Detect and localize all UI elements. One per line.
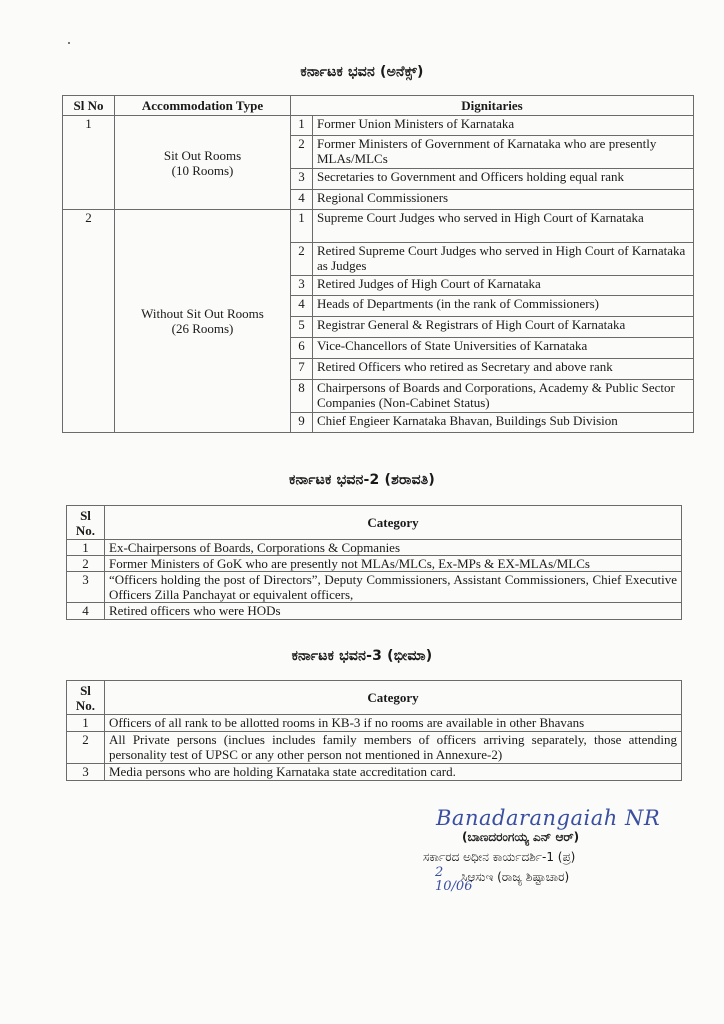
item-text: Registrar General & Registrars of High Court of Karnataka xyxy=(313,317,694,338)
row-number: 1 xyxy=(67,540,105,556)
item-text: Supreme Court Judges who served in High Court of Karnataka xyxy=(313,210,694,243)
item-text: Retired Judges of High Court of Karnataka xyxy=(313,276,694,296)
item-text: Regional Commissioners xyxy=(313,190,694,210)
item-number: 5 xyxy=(291,317,313,338)
item-number: 6 xyxy=(291,338,313,359)
annex-accommodation-table xyxy=(62,95,694,433)
handwritten-date xyxy=(435,866,472,894)
item-number: 2 xyxy=(291,136,313,169)
item-text: Vice-Chancellors of State Universities of Karnataka xyxy=(313,338,694,359)
header-category: Category xyxy=(105,681,682,715)
header-dignitaries: Dignitaries xyxy=(291,96,694,116)
header-accommodation-type: Accommodation Type xyxy=(115,96,291,116)
scan-speck xyxy=(68,42,70,44)
row-number: 3 xyxy=(67,572,105,603)
row-number: 1 xyxy=(67,715,105,732)
item-text: Former Ministers of Government of Karnataka who are presently MLAs/MLCs xyxy=(313,136,694,169)
header-category: Category xyxy=(105,506,682,540)
item-text: Chief Engieer Karnataka Bhavan, Buildings Sub Division xyxy=(313,413,694,433)
item-number: 7 xyxy=(291,359,313,380)
item-number: 1 xyxy=(291,210,313,243)
type-label: Sit Out Rooms xyxy=(163,147,242,163)
row-text: Retired officers who were HODs xyxy=(105,603,682,620)
table-row xyxy=(67,732,682,764)
item-number: 4 xyxy=(291,296,313,317)
header-sl-no: Sl No. xyxy=(67,681,105,715)
date-day: 2 xyxy=(435,865,444,880)
item-number: 9 xyxy=(291,413,313,433)
bhavan2-category-table xyxy=(66,505,682,620)
row-text: Former Ministers of GoK who are presently not MLAs/MLCs, Ex-MPs & EX-MLAs/MLCs xyxy=(105,556,682,572)
table-row xyxy=(63,116,694,136)
item-text: Retired Supreme Court Judges who served in High Court of Karnataka as Judges xyxy=(313,243,694,276)
item-number: 4 xyxy=(291,190,313,210)
table-row xyxy=(67,764,682,781)
item-number: 3 xyxy=(291,169,313,190)
item-number: 3 xyxy=(291,276,313,296)
table-row xyxy=(67,603,682,620)
signatory-name: (ಬಾಣದರಂಗಯ್ಯ ಎನ್ ಆರ್) xyxy=(462,830,580,844)
room-count: (26 Rooms) xyxy=(171,321,234,336)
section3-heading: ಕರ್ನಾಟಕ ಭವನ-3 (ಭೀಮಾ) xyxy=(291,648,433,664)
item-number: 2 xyxy=(291,243,313,276)
item-text: Retired Officers who retired as Secretary and above rank xyxy=(313,359,694,380)
table-row xyxy=(67,540,682,556)
row-text: All Private persons (inclues includes family members of officers arriving separately, those attending personality test of UPSC or any other person not mentioned in Annexure-2) xyxy=(105,732,682,764)
accommodation-type xyxy=(115,116,291,210)
item-text: Former Union Ministers of Karnataka xyxy=(313,116,694,136)
item-text: Secretaries to Government and Officers holding equal rank xyxy=(313,169,694,190)
table-row xyxy=(67,556,682,572)
signatory-department: ಸಿಆಸುಇ (ರಾಜ್ಯ ಶಿಷ್ಟಾಚಾರ) xyxy=(461,870,570,884)
table-row xyxy=(67,572,682,603)
row-text: Ex-Chairpersons of Boards, Corporations & Copmanies xyxy=(105,540,682,556)
section2-heading: ಕರ್ನಾಟಕ ಭವನ-2 (ಶರಾವತಿ) xyxy=(289,472,435,488)
date-month: 10/06 xyxy=(435,879,473,894)
item-number: 8 xyxy=(291,380,313,413)
row-number: 4 xyxy=(67,603,105,620)
table-row xyxy=(67,715,682,732)
row-number: 2 xyxy=(67,556,105,572)
handwritten-signature: Banadarangaiah NR xyxy=(436,806,661,830)
table-row xyxy=(63,210,694,243)
row-text: Media persons who are holding Karnataka state accreditation card. xyxy=(105,764,682,781)
bhavan3-category-table xyxy=(66,680,682,781)
signatory-designation: ಸರ್ಕಾರದ ಅಧೀನ ಕಾರ್ಯದರ್ಶಿ-1 (ಪ್ರ) xyxy=(423,850,576,864)
accommodation-type xyxy=(115,210,291,433)
header-sl-no: Sl No. xyxy=(67,506,105,540)
header-sl-no: Sl No xyxy=(63,96,115,116)
type-label: Without Sit Out Rooms xyxy=(141,306,264,321)
item-text: Heads of Departments (in the rank of Commissioners) xyxy=(313,296,694,317)
item-text: Chairpersons of Boards and Corporations, Academy & Public Sector Companies (Non-Cabinet Status) xyxy=(313,380,694,413)
row-text: Officers of all rank to be allotted rooms in KB-3 if no rooms are available in other Bhavans xyxy=(105,715,682,732)
section1-heading: ಕರ್ನಾಟಕ ಭವನ (ಅನೆಕ್ಸ್) xyxy=(300,64,424,80)
item-number: 1 xyxy=(291,116,313,136)
group-sl: 1 xyxy=(63,116,115,210)
row-text: “Officers holding the post of Directors”, Deputy Commissioners, Assistant Commissioners, Chief Executive Officers Zilla Panchayat or equivalent officers, xyxy=(105,572,682,603)
row-number: 3 xyxy=(67,764,105,781)
group-sl: 2 xyxy=(63,210,115,433)
room-count: (10 Rooms) xyxy=(171,162,234,178)
row-number: 2 xyxy=(67,732,105,764)
